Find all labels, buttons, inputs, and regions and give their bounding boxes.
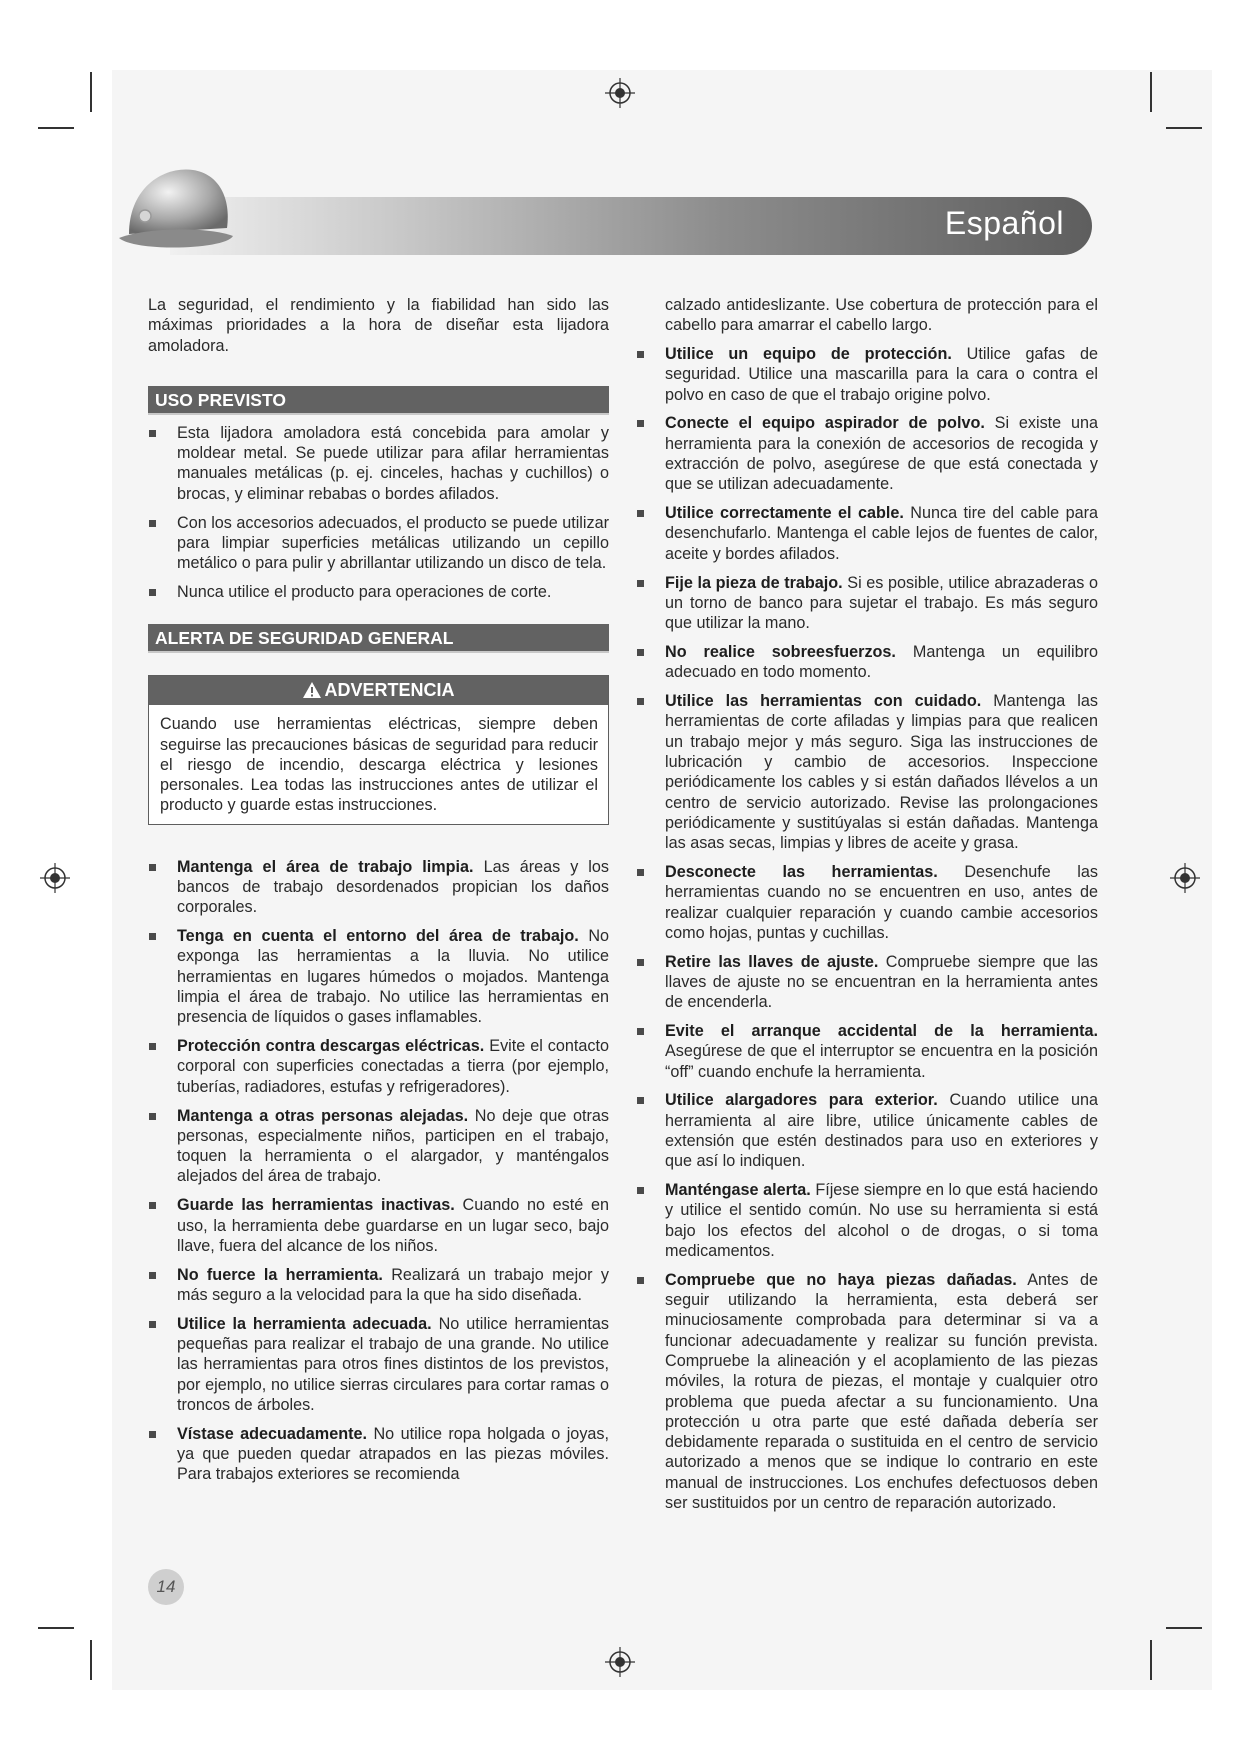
list-item: Protección contra descargas eléctricas. Evite el contacto corporal con superficies conectadas a tierra (por ejemplo, tuberías, radiadores, estufas y refrigeradores). [148, 1036, 609, 1097]
list-item: Utilice la herramienta adecuada. No utilice herramientas pequeñas para realizar el trabajo de una grande. No utilice las herramientas para otros fines distintos de los previstos, por ejemplo, no utilice sierras circulares para cortar ramas o troncos de árboles. [148, 1314, 609, 1415]
list-item: Desconecte las herramientas. Desenchufe las herramientas cuando no se encuentren en uso, antes de realizar cualquier reparación y cuando cambie accesorios como hojas, puntas y cuchillas. [636, 862, 1098, 943]
list-item: Utilice alargadores para exterior. Cuando utilice una herramienta al aire libre, utilice únicamente cables de extensión que estén destinados para uso en exteriores y que así lo indiquen. [636, 1090, 1098, 1171]
bullet-icon [149, 430, 156, 437]
registration-mark-icon [1170, 863, 1200, 893]
crop-mark [90, 72, 92, 112]
uso-previsto-list [148, 423, 609, 602]
bullet-icon [637, 869, 644, 876]
warning-triangle-icon [302, 681, 322, 699]
bullet-icon [637, 1028, 644, 1035]
list-item: Mantenga el área de trabajo limpia. Las áreas y los bancos de trabajo desordenados propician los daños corporales. [148, 857, 609, 918]
bullet-icon [149, 1321, 156, 1328]
crop-mark [1166, 1627, 1202, 1629]
registration-mark-icon [605, 1647, 635, 1677]
list-item: Guarde las herramientas inactivas. Cuando no esté en uso, la herramienta debe guardarse en un lugar seco, bajo llave, fuera del alcance de los niños. [148, 1195, 609, 1256]
page-number: 14 [148, 1569, 184, 1605]
list-item: No fuerce la herramienta. Realizará un trabajo mejor y más seguro a la velocidad para la que ha sido diseñada. [148, 1265, 609, 1306]
bullet-icon [149, 933, 156, 940]
list-item: Vístase adecuadamente. No utilice ropa holgada o joyas, ya que pueden quedar atrapados en las piezas móviles. Para trabajos exteriores se recomienda [148, 1424, 609, 1485]
crop-mark [1150, 72, 1152, 112]
list-item: No realice sobreesfuerzos. Mantenga un equilibro adecuado en todo momento. [636, 642, 1098, 683]
list-item: Mantenga a otras personas alejadas. No deje que otras personas, especialmente niños, participen en el trabajo, toquen la herramienta o el alargador, y manténgalos alejados del área de trabajo. [148, 1106, 609, 1187]
safety-helmet-icon [115, 158, 235, 258]
list-item: Evite el arranque accidental de la herramienta. Asegúrese de que el interruptor se encuentra en la posición “off” cuando enchufe la herramienta. [636, 1021, 1098, 1082]
list-item: Utilice correctamente el cable. Nunca tire del cable para desenchufarlo. Mantenga el cable lejos de fuentes de calor, aceite y bordes afilados. [636, 503, 1098, 564]
right-column [636, 295, 1098, 1522]
bullet-icon [149, 1431, 156, 1438]
crop-mark [90, 1640, 92, 1680]
list-item: Con los accesorios adecuados, el producto se puede utilizar para limpiar superficies metálicas utilizando un cepillo metálico o para pulir y abrillantar utilizando un disco de tela. [148, 513, 609, 574]
bullet-icon [149, 1043, 156, 1050]
registration-mark-icon [605, 78, 635, 108]
list-item: Tenga en cuenta el entorno del área de trabajo. No exponga las herramientas a la lluvia. No utilice herramientas en lugares húmedos o mojados. Mantenga limpia el área de trabajo. No utilice las herramientas en presencia de líquidos o gases inflamables. [148, 926, 609, 1027]
list-item: Nunca utilice el producto para operaciones de corte. [148, 582, 609, 602]
language-banner [170, 197, 1092, 255]
list-item: Manténgase alerta. Fíjese siempre en lo que está haciendo y utilice el sentido común. No use su herramienta si está bajo los efectos del alcohol o de drogas, o si toma medicamentos. [636, 1180, 1098, 1261]
crop-mark [1150, 1640, 1152, 1680]
list-item: Utilice las herramientas con cuidado. Mantenga las herramientas de corte afiladas y limpias para que realicen un trabajo mejor y más seguro. Siga las instrucciones de lubricación y cambio de accesorios. Inspeccione periódicamente los cables y si están dañados llévelos a un centro de servicio autorizado. Revise las prolongaciones periódicamente y sustitúyalas si están dañadas. Mantenga las asas secas, limpias y libres de aceite y grasa. [636, 691, 1098, 853]
list-item: Fije la pieza de trabajo. Si es posible, utilice abrazaderas o un torno de banco para sujetar el trabajo. Es más seguro que utilizar la mano. [636, 573, 1098, 634]
bullet-icon [637, 580, 644, 587]
continuation-paragraph: calzado antideslizante. Use cobertura de protección para el cabello para amarrar el cabello largo. [665, 296, 1098, 335]
section-title-alerta: ALERTA DE SEGURIDAD GENERAL [148, 624, 609, 653]
list-item: Utilice un equipo de protección. Utilice gafas de seguridad. Utilice una mascarilla para la cara o contra el polvo en caso de que el trabajo origine polvo. [636, 344, 1098, 405]
safety-list-right [636, 344, 1098, 1513]
bullet-icon [149, 589, 156, 596]
bullet-icon [149, 864, 156, 871]
bullet-icon [637, 1097, 644, 1104]
bullet-icon [637, 510, 644, 517]
bullet-icon [149, 1272, 156, 1279]
crop-mark [38, 1627, 74, 1629]
warning-title: ADVERTENCIA [324, 680, 455, 701]
list-item: Esta lijadora amoladora está concebida para amolar y moldear metal. Se puede utilizar para afilar herramientas manuales metálicas (p. ej. cinceles, hachas y cuchillos) o brocas, y eliminar rebabas o bordes afilados. [148, 423, 609, 504]
warning-text: Cuando use herramientas eléctricas, siempre deben seguirse las precauciones básicas de seguridad para reducir el riesgo de incendio, descarga eléctrica y lesiones personales. Lea todas las instrucciones antes de utilizar el producto y guarde estas instrucciones. [160, 715, 598, 815]
bullet-icon [637, 420, 644, 427]
bullet-icon [637, 649, 644, 656]
list-item: Retire las llaves de ajuste. Compruebe siempre que las llaves de ajuste no se encuentran en la herramienta antes de encenderla. [636, 952, 1098, 1013]
warning-header [149, 676, 608, 705]
intro-paragraph: La seguridad, el rendimiento y la fiabilidad han sido las máximas prioridades a la hora de diseñar esta lijadora amoladora. [148, 296, 609, 355]
section-title-uso-previsto: USO PREVISTO [148, 386, 609, 415]
bullet-icon [637, 698, 644, 705]
crop-mark [1166, 127, 1202, 129]
language-title: Español [944, 205, 1064, 241]
bullet-icon [149, 1113, 156, 1120]
safety-list-left [148, 857, 609, 1485]
list-item: Compruebe que no haya piezas dañadas. Antes de seguir utilizando la herramienta, esta deberá ser minuciosamente comprobada para determinar si va a funcionar adecuadamente y realizar su función prevista. Compruebe la alineación y el acoplamiento de las piezas móviles, la rotura de piezas, el montaje y cualquier otro problema que pueda afectar a su funcionamiento. Una protección u otra parte que esté dañada debería ser debidamente reparada o sustituida en el centro de servicio autorizado a menos que se indique lo contrario en este manual de instrucciones. Los enchufes defectuosos deben ser sustituidos por un centro de reparación autorizado. [636, 1270, 1098, 1514]
warning-box [148, 675, 609, 824]
list-item: Conecte el equipo aspirador de polvo. Si existe una herramienta para la conexión de accesorios de recogida y extracción de polvo, asegúrese de que está conectada y que se utilizan adecuadamente. [636, 413, 1098, 494]
registration-mark-icon [40, 863, 70, 893]
bullet-icon [637, 351, 644, 358]
left-column [148, 295, 609, 1493]
crop-mark [38, 127, 74, 129]
bullet-icon [637, 959, 644, 966]
bullet-icon [149, 1202, 156, 1209]
bullet-icon [637, 1277, 644, 1284]
bullet-icon [149, 520, 156, 527]
bullet-icon [637, 1187, 644, 1194]
